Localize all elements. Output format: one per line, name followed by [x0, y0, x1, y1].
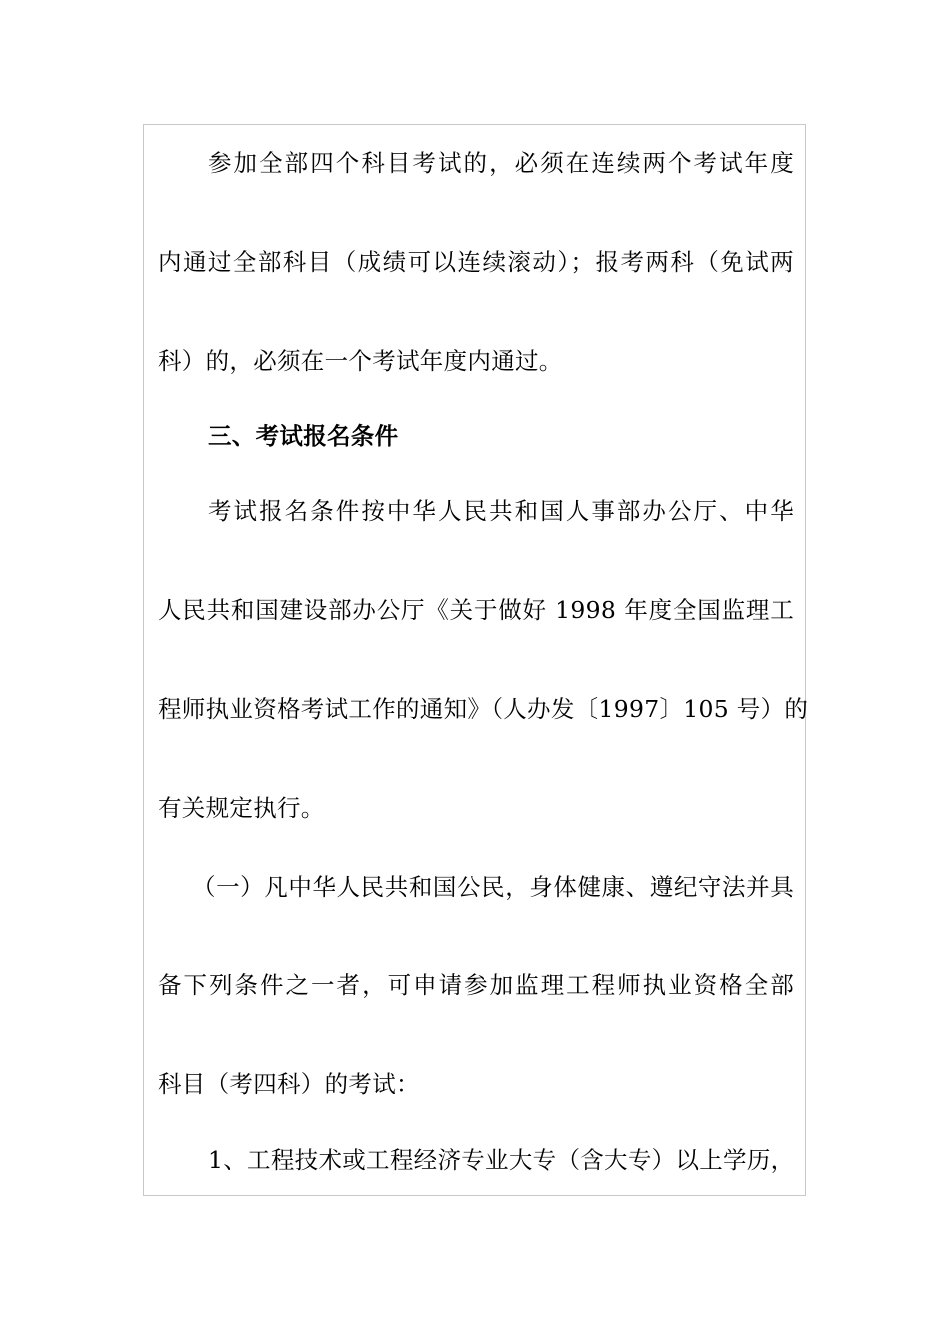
paragraph-line: （一）凡中华人民共和国公民，身体健康、遵纪守法并具 — [192, 873, 794, 901]
document-frame — [143, 124, 809, 1196]
paragraph-line: 1、工程技术或工程经济专业大专（含大专）以上学历， — [208, 1146, 795, 1174]
section-heading: 三、考试报名条件 — [208, 422, 399, 450]
paragraph-line: 有关规定执行。 — [158, 794, 325, 822]
paragraph-line: 参加全部四个科目考试的，必须在连续两个考试年度 — [208, 149, 794, 177]
paragraph-line: 人民共和国建设部办公厅《关于做好 1998 年度全国监理工 — [158, 596, 794, 624]
paragraph-line: 程师执业资格考试工作的通知》（人办发〔1997〕105 号）的 — [158, 695, 809, 723]
paragraph-line: 备下列条件之一者，可申请参加监理工程师执业资格全部 — [158, 971, 794, 999]
paragraph-line: 科目（考四科）的考试： — [158, 1070, 420, 1098]
paragraph-line: 内通过全部科目（成绩可以连续滚动）；报考两科（免试两 — [158, 248, 794, 276]
paragraph-line: 科）的，必须在一个考试年度内通过。 — [158, 347, 563, 375]
paragraph-line: 考试报名条件按中华人民共和国人事部办公厅、中华 — [208, 497, 794, 525]
